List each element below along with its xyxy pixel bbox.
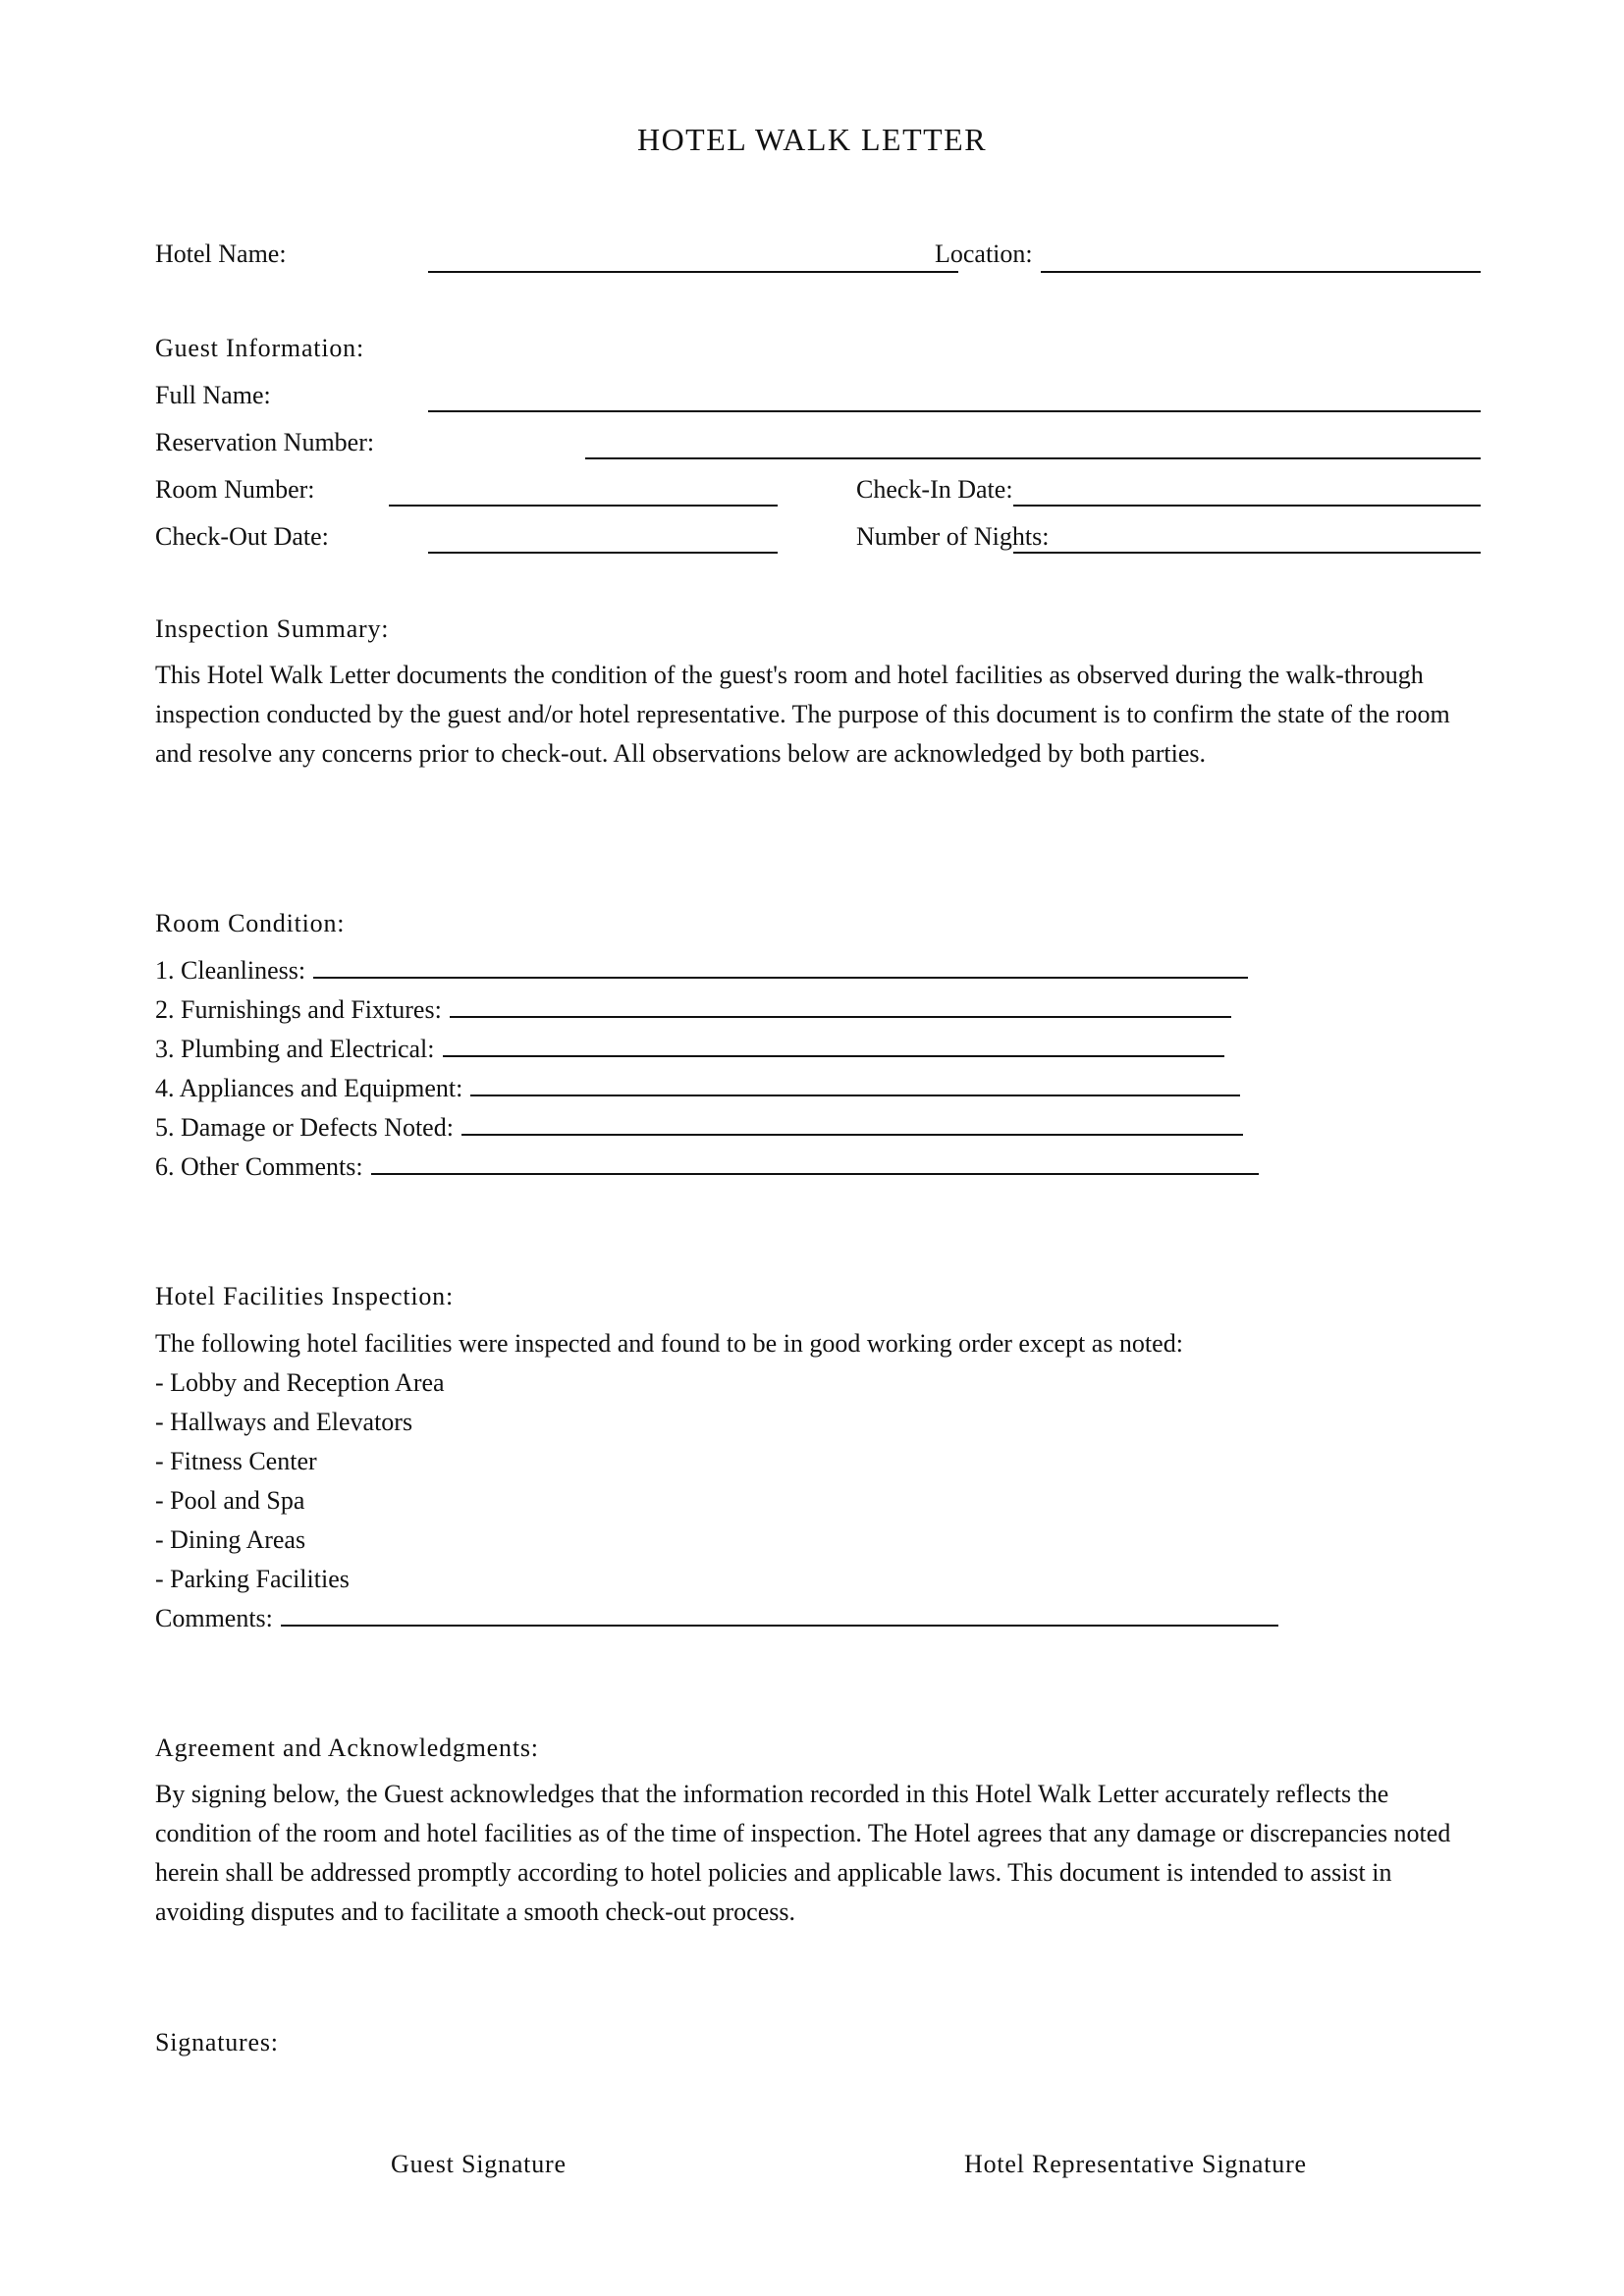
room-condition-item: [155, 1152, 1259, 1182]
inspection-summary-text: This Hotel Walk Letter documents the condition of the guest's room and hotel facilities as observed during the walk-through inspection conducted by the guest and/or hotel representative. The purpose of this document is to confirm the state of the room and resolve any concerns prior to check-out. All observations below are acknowledged by both parties.: [155, 661, 1450, 768]
facility-item: - Pool and Spa: [155, 1486, 305, 1515]
nights-field[interactable]: [1013, 552, 1481, 554]
facility-item: - Fitness Center: [155, 1447, 317, 1475]
guest-info-heading: Guest Information:: [155, 334, 364, 362]
hotel-name-field[interactable]: [428, 271, 958, 273]
room-condition-item-label: 6. Other Comments:: [155, 1152, 363, 1181]
full-name-label: Full Name:: [155, 381, 271, 409]
other-comments-field[interactable]: [371, 1153, 1259, 1175]
facility-item: - Lobby and Reception Area: [155, 1368, 445, 1397]
facility-item: - Parking Facilities: [155, 1565, 350, 1593]
room-condition-heading: Room Condition:: [155, 909, 346, 937]
room-condition-item-label: 2. Furnishings and Fixtures:: [155, 995, 442, 1024]
agreement-text: By signing below, the Guest acknowledges that the information recorded in this Hotel Walk Letter accurately reflects the condition of the room and hotel facilities as of the time of inspection. The Hotel agrees that any damage or discrepancies noted herein shall be addressed promptly according to hotel policies and applicable laws. This document is intended to assist in avoiding disputes and to facilitate a smooth check-out process.: [155, 1780, 1451, 1926]
nights-label: Number of Nights:: [856, 522, 1050, 551]
hotel-name-label: Hotel Name:: [155, 240, 287, 268]
check-in-field[interactable]: [1013, 505, 1481, 507]
facilities-comments-row: [155, 1604, 1278, 1633]
room-condition-item-label: 5. Damage or Defects Noted:: [155, 1113, 454, 1142]
furnishings-field[interactable]: [450, 996, 1231, 1018]
check-in-label: Check-In Date:: [856, 475, 1013, 504]
facilities-comments-label: Comments:: [155, 1604, 273, 1632]
room-condition-item: [155, 1035, 1224, 1064]
plumbing-field[interactable]: [443, 1036, 1224, 1057]
cleanliness-field[interactable]: [313, 957, 1248, 979]
room-condition-item: [155, 995, 1231, 1025]
hotel-signature-label: Hotel Representative Signature: [964, 2150, 1307, 2178]
location-field[interactable]: [1041, 271, 1481, 273]
damage-field[interactable]: [461, 1114, 1243, 1136]
full-name-field[interactable]: [428, 410, 1481, 412]
room-condition-item-label: 1. Cleanliness:: [155, 956, 306, 985]
check-out-field[interactable]: [428, 552, 778, 554]
room-number-label: Room Number:: [155, 475, 315, 504]
room-number-field[interactable]: [389, 505, 778, 507]
signatures-heading: Signatures:: [155, 2028, 279, 2056]
room-condition-item-label: 4. Appliances and Equipment:: [155, 1074, 463, 1102]
agreement-heading: Agreement and Acknowledgments:: [155, 1734, 539, 1762]
facilities-comments-field[interactable]: [281, 1605, 1278, 1627]
inspection-summary-heading: Inspection Summary:: [155, 614, 390, 643]
document-title: HOTEL WALK LETTER: [636, 122, 988, 157]
guest-signature-label: Guest Signature: [391, 2150, 567, 2178]
facility-item: - Hallways and Elevators: [155, 1408, 413, 1436]
room-condition-item: [155, 1113, 1243, 1143]
facility-item: - Dining Areas: [155, 1525, 306, 1554]
room-condition-item: [155, 956, 1248, 986]
reservation-number-field[interactable]: [585, 457, 1481, 459]
room-condition-item: [155, 1074, 1240, 1103]
location-label: Location:: [935, 240, 1033, 268]
facilities-heading: Hotel Facilities Inspection:: [155, 1282, 455, 1310]
check-out-label: Check-Out Date:: [155, 522, 329, 551]
appliances-field[interactable]: [470, 1075, 1240, 1096]
room-condition-item-label: 3. Plumbing and Electrical:: [155, 1035, 435, 1063]
facilities-intro: The following hotel facilities were inspected and found to be in good working order except as noted:: [155, 1329, 1183, 1358]
reservation-number-label: Reservation Number:: [155, 428, 375, 456]
